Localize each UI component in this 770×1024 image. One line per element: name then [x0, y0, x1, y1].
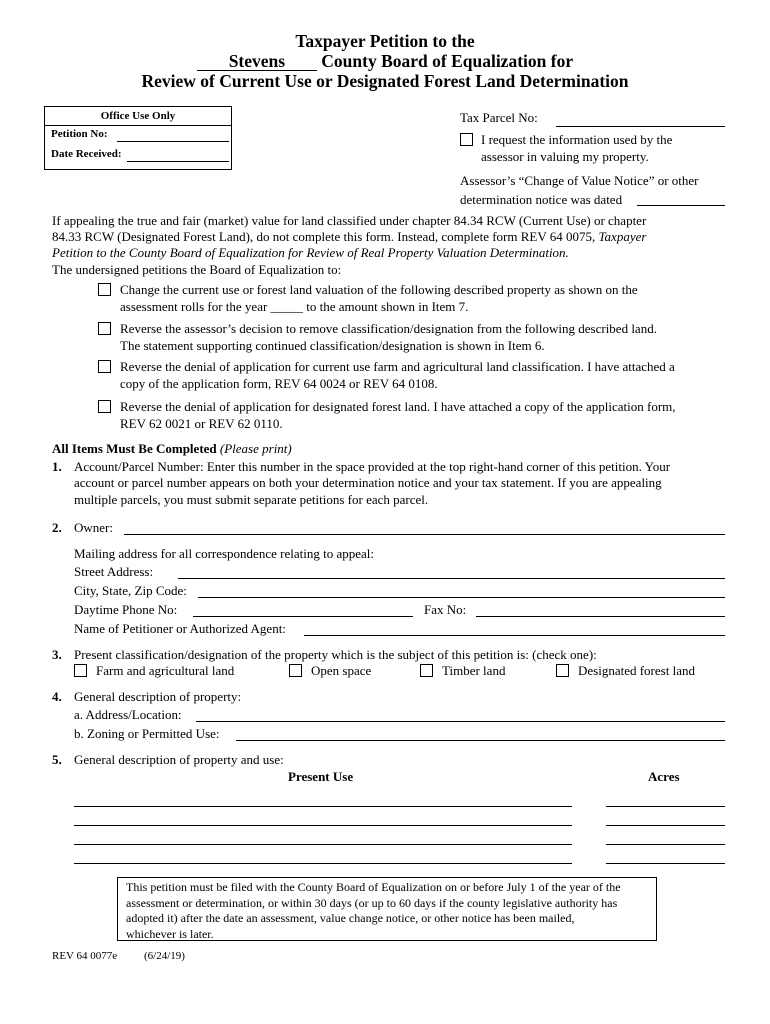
zoning-field[interactable] [236, 740, 725, 741]
form-number: REV 64 0077e [52, 950, 118, 962]
option-3-line-2: copy of the application form, REV 64 0024 or REV 64 0108. [120, 376, 438, 391]
office-use-heading: Office Use Only [45, 107, 231, 126]
petitioner-name-label: Name of Petitioner or Authorized Agent: [74, 621, 286, 636]
daytime-phone-field[interactable] [193, 616, 413, 617]
open-space-label: Open space [311, 663, 372, 678]
title-line-2-suffix: County Board of Equalization for [321, 51, 574, 71]
items-heading [52, 440, 292, 457]
petition-no-label: Petition No: [51, 128, 108, 140]
option-2-line-2: The statement supporting continued classification/designation is shown in Item 6. [120, 338, 545, 353]
city-state-zip-field[interactable] [198, 597, 725, 598]
item-5-text: General description of property and use: [74, 752, 284, 767]
item-3-number: 3. [52, 647, 62, 662]
title-line-3: Review of Current Use or Designated Forest Land Determination [141, 71, 629, 91]
intro-line-2-italic: Taxpayer [598, 229, 647, 244]
title-line-2 [0, 51, 770, 71]
acres-field[interactable] [606, 863, 725, 864]
intro-line-2 [52, 228, 646, 245]
request-info-line-2: assessor in valuing my property. [481, 149, 649, 164]
street-address-label: Street Address: [74, 564, 154, 579]
option-3-line-1: Reverse the denial of application for current use farm and agricultural land classification. I have attached a [120, 359, 675, 374]
daytime-phone-label: Daytime Phone No: [74, 602, 178, 617]
notice-line-4: whichever is later. [126, 926, 214, 941]
assessor-notice-line-2: determination notice was dated [460, 192, 623, 207]
owner-label: Owner: [74, 520, 113, 535]
item-4-text: General description of property: [74, 689, 242, 704]
intro-line-2-text: 84.33 RCW (Designated Forest Land), do not complete this form. Instead, complete form REV 64 0075, [52, 229, 599, 244]
title-line-1: Taxpayer Petition to the [295, 31, 475, 51]
open-space-checkbox[interactable] [289, 664, 302, 677]
present-use-field[interactable] [74, 863, 572, 864]
tax-parcel-label: Tax Parcel No: [460, 110, 538, 125]
timber-land-checkbox[interactable] [420, 664, 433, 677]
fax-field[interactable] [476, 616, 725, 617]
intro-line-4: The undersigned petitions the Board of Equalization to: [52, 262, 342, 277]
option-1-line-2: assessment rolls for the year _____ to the amount shown in Item 7. [120, 299, 469, 314]
county-name: Stevens [197, 53, 317, 71]
street-address-field[interactable] [178, 578, 725, 579]
acres-field[interactable] [606, 825, 725, 826]
present-use-field[interactable] [74, 844, 572, 845]
farm-agricultural-checkbox[interactable] [74, 664, 87, 677]
request-info-line-1: I request the information used by the [481, 132, 673, 147]
petitioner-name-field[interactable] [304, 635, 725, 636]
city-state-zip-label: City, State, Zip Code: [74, 583, 187, 598]
designated-forest-label: Designated forest land [578, 663, 695, 678]
revision-date: (6/24/19) [144, 950, 185, 962]
date-received-label: Date Received: [51, 148, 122, 160]
notice-line-2: assessment or determination, or within 30 days (or up to 60 days if the county legislative authority has [126, 895, 618, 910]
zoning-label: b. Zoning or Permitted Use: [74, 726, 220, 741]
notice-date-field[interactable] [637, 205, 725, 206]
office-use-box [44, 106, 232, 170]
acres-header: Acres [648, 769, 680, 784]
tax-parcel-field[interactable] [556, 126, 725, 127]
option-reverse-forest-denial-checkbox[interactable] [98, 400, 111, 413]
option-change-valuation-checkbox[interactable] [98, 283, 111, 296]
notice-line-1: This petition must be filed with the County Board of Equalization on or before July 1 of the year of the [126, 880, 621, 894]
intro-line-3: Petition to the County Board of Equalization for Review of Real Property Valuation Determination. [52, 245, 569, 260]
option-1-line-1: Change the current use or forest land valuation of the following described property as shown on the [120, 282, 638, 297]
items-heading-bold: All Items Must Be Completed [52, 441, 217, 456]
fax-label: Fax No: [424, 602, 467, 617]
present-use-field[interactable] [74, 825, 572, 826]
petition-no-field[interactable] [117, 141, 229, 142]
option-reverse-farm-denial-checkbox[interactable] [98, 360, 111, 373]
item-3-text: Present classification/designation of the property which is the subject of this petition is: (check one): [74, 647, 597, 662]
option-2-line-1: Reverse the assessor’s decision to remove classification/designation from the following described land. [120, 321, 657, 336]
item-1-line-3: multiple parcels, you must submit separate petitions for each parcel. [74, 492, 429, 507]
item-1-line-2: account or parcel number appears on both your determination notice and your tax statement. If you are appealing [74, 475, 662, 490]
timber-land-label: Timber land [442, 663, 506, 678]
designated-forest-checkbox[interactable] [556, 664, 569, 677]
assessor-notice-line-1: Assessor’s “Change of Value Notice” or other [460, 173, 699, 188]
intro-line-1: If appealing the true and fair (market) value for land classified under chapter 84.34 RCW (Current Use) or chapter [52, 213, 647, 228]
option-reverse-removal-checkbox[interactable] [98, 322, 111, 335]
request-info-checkbox[interactable] [460, 133, 473, 146]
item-1-number: 1. [52, 459, 62, 474]
option-4-line-1: Reverse the denial of application for designated forest land. I have attached a copy of the application form, [120, 399, 676, 414]
present-use-header: Present Use [288, 769, 354, 784]
notice-line-3: adopted it) after the date an assessment, value change notice, or other notice has been mailed, [126, 911, 575, 925]
mailing-label: Mailing address for all correspondence relating to appeal: [74, 546, 374, 561]
item-4-number: 4. [52, 689, 62, 704]
farm-agricultural-label: Farm and agricultural land [96, 663, 235, 678]
option-4-line-2: REV 62 0021 or REV 62 0110. [120, 416, 283, 431]
acres-field[interactable] [606, 844, 725, 845]
item-1-line-1: Account/Parcel Number: Enter this number in the space provided at the top right-hand corner of this petition. Your [74, 459, 671, 474]
items-heading-italic: (Please print) [219, 441, 292, 456]
acres-field[interactable] [606, 806, 725, 807]
item-2-number: 2. [52, 520, 62, 535]
owner-field[interactable] [124, 534, 725, 535]
filing-deadline-notice [117, 877, 657, 941]
item-5-number: 5. [52, 752, 62, 767]
address-location-label: a. Address/Location: [74, 707, 182, 722]
present-use-field[interactable] [74, 806, 572, 807]
address-location-field[interactable] [196, 721, 725, 722]
date-received-field[interactable] [127, 161, 229, 162]
